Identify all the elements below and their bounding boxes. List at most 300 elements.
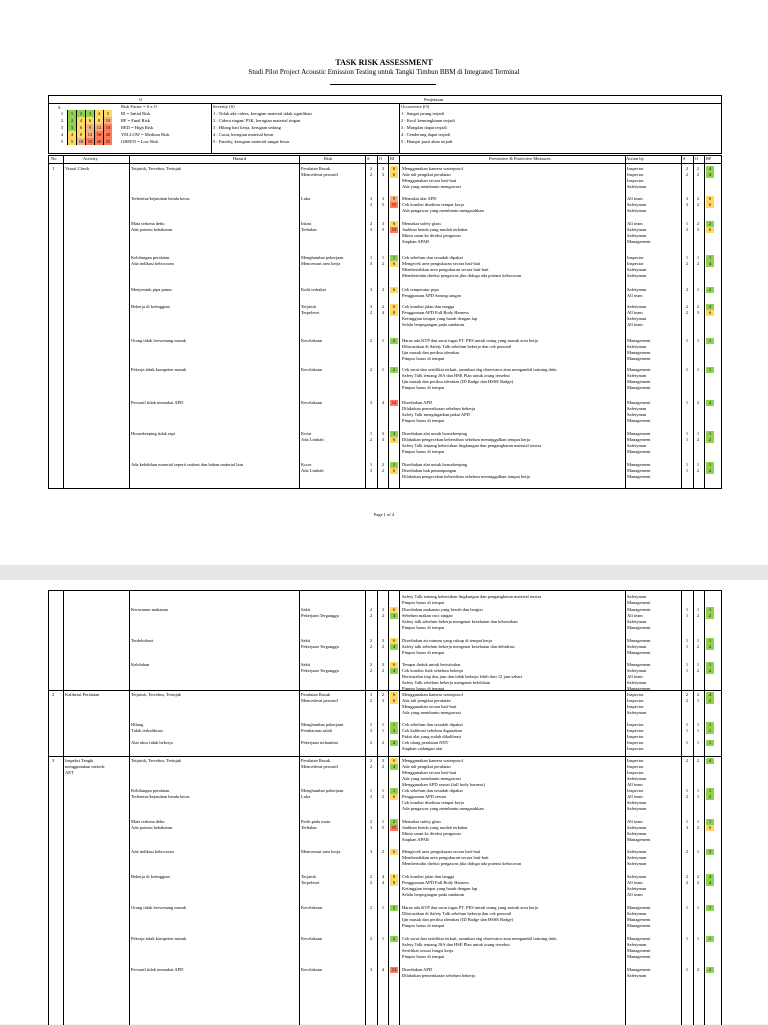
row-measure: Menggunakan secara hati-hati	[402, 178, 457, 183]
row-action-by: Management	[627, 662, 651, 667]
row-severity: 3	[369, 692, 373, 697]
row-risk: Pekerjaan Terganggu	[301, 644, 339, 649]
row-final-occurrence: 2	[696, 825, 700, 830]
row-measure: Dibicarakan di Safety Talk sebelum bekerja dan cek personil	[402, 911, 512, 916]
row-risk: Kecelakaan	[301, 905, 322, 910]
row-initial-risk: 6	[390, 437, 398, 443]
row-action-by: Safetyman	[627, 202, 647, 207]
row-final-severity: 1	[685, 613, 689, 618]
row-final-occurrence: 1	[696, 698, 700, 703]
row-severity: 3	[369, 468, 373, 473]
row-hazard: Alat ukur tidak bekerja	[131, 740, 173, 745]
hdr-measures: Preventive & Protective Measures	[489, 156, 551, 161]
row-hazard: Kehilangan peralatan	[131, 788, 170, 793]
row-final-occurrence: 1	[696, 740, 700, 745]
row-measure: Ijin masuk dan periksa identitas (ID Badge dan HSSE Badge)	[402, 917, 514, 922]
row-action-by: Management	[627, 837, 651, 842]
row-occurrence: 2	[381, 794, 385, 799]
row-risk: Menghambat pekerjaan	[301, 788, 344, 793]
row-final-risk: 1	[706, 367, 714, 373]
row-risk: Kecelakaan	[301, 338, 322, 343]
row-action-by: Management	[627, 367, 651, 372]
column-divider	[365, 591, 366, 1025]
column-divider	[365, 156, 366, 488]
row-initial-risk: 3	[390, 728, 398, 734]
row-measure: Memberitahu direksi pengawas jika diduga ada potensi kebocoran	[402, 273, 522, 278]
row-action-by: Management	[627, 607, 651, 612]
row-initial-risk: 12	[391, 400, 397, 405]
column-divider	[63, 591, 64, 1025]
row-severity: 2	[369, 613, 373, 618]
row-activity: Kalibrasi Peralatan	[65, 692, 100, 697]
row-action-by: Safetyman	[627, 644, 647, 649]
row-final-occurrence: 2	[696, 613, 700, 618]
row-measure: Sertifikat sesuai fungsi kerja	[402, 948, 454, 953]
legend-occurrence-item: 5 : Hampir pasti akan terjadi	[401, 139, 453, 144]
row-occurrence: 1	[381, 367, 385, 372]
row-final-occurrence: 1	[696, 287, 700, 292]
row-occurrence: 1	[381, 338, 385, 343]
row-action-by: Management	[627, 400, 651, 405]
row-occurrence: 2	[381, 740, 385, 745]
row-occurrence: 1	[381, 819, 385, 824]
row-severity: 3	[369, 825, 373, 830]
row-measure: Memakai safety glass	[402, 819, 441, 824]
row-occurrence: 3	[381, 196, 385, 201]
row-risk: Terjatuh	[301, 304, 316, 309]
matrix-cell: 20	[94, 138, 103, 145]
row-final-risk: 2	[706, 794, 714, 800]
row-hazard: Terbentur/kejatuhan benda keras	[131, 794, 190, 799]
row-occurrence: 4	[381, 874, 385, 879]
row-final-risk: 6	[706, 825, 714, 831]
legend-occurrence-title: Occurrence (O)	[401, 104, 430, 109]
row-measure: Dilakukan pengecekan kebersihan sebelum meninggalkan tempat kerja	[402, 474, 530, 479]
row-action-by: Inspector	[627, 758, 644, 763]
matrix-cell: 15	[103, 124, 112, 131]
row-action-by: Safetyman	[627, 973, 647, 978]
row-severity: 2	[369, 221, 373, 226]
row-action-by: Inspector	[627, 728, 644, 733]
row-risk: Luka	[301, 196, 311, 201]
row-final-risk: 1	[706, 740, 714, 746]
row-final-severity: 1	[685, 437, 689, 442]
matrix-row-label: 4	[60, 132, 64, 137]
matrix-cell: 2	[76, 110, 85, 117]
row-measure: Membersihkan area pengukuran secara hati-hati	[402, 855, 489, 860]
row-action-by: Safetyman	[627, 443, 647, 448]
row-action-by: Inspector	[627, 734, 644, 739]
row-final-severity: 1	[685, 468, 689, 473]
row-final-occurrence: 2	[696, 437, 700, 442]
row-action-by: Inspector	[627, 788, 644, 793]
row-action-by: Management	[627, 625, 651, 630]
row-measure: Pimpro harus di tempat	[402, 686, 445, 691]
row-severity: 3	[369, 304, 373, 309]
matrix-cell: 16	[94, 131, 103, 138]
row-risk: Luka	[301, 794, 311, 799]
row-action-by: Management	[627, 356, 651, 361]
row-initial-risk: 6	[390, 794, 398, 800]
row-measure: Disediakan alat untuk housekeeping	[402, 462, 468, 467]
row-action-by: Safetyman	[627, 942, 647, 947]
row-risk: Ada Limbah	[301, 468, 324, 473]
row-action-by: Management	[627, 967, 651, 972]
row-initial-risk: 1	[390, 788, 398, 794]
row-risk: Pembacaan salah	[301, 728, 332, 733]
row-action-by: Safetyman	[627, 594, 647, 599]
row-action-by: Safetyman	[627, 619, 647, 624]
row-measure: Pimpro harus di tempat	[402, 954, 445, 959]
column-divider	[388, 591, 389, 1025]
row-final-severity: 2	[685, 227, 689, 232]
row-risk: Sakit	[301, 662, 311, 667]
row-action-by: Inspector	[627, 722, 644, 727]
page-gap	[0, 565, 768, 580]
row-measure: Safety Talk tentang kebersihan lingkungan dan pengangkutan material tersisa	[402, 443, 542, 448]
row-initial-risk: 4	[390, 668, 398, 674]
row-hazard: Terjatuh, Tercebur, Terinjak	[131, 692, 181, 697]
row-final-occurrence: 1	[696, 722, 700, 727]
row-measure: Penggunaan APD Sarung tangan	[402, 293, 461, 298]
row-measure: Safety Talk tentang JSA dan HSE Plan untuk orang tersebut	[402, 942, 510, 947]
row-hazard: Mata terkena debu	[131, 221, 165, 226]
row-final-severity: 1	[685, 221, 689, 226]
matrix-cell: 4	[76, 117, 85, 124]
row-hazard: Ada indikasi kebocoran	[131, 261, 174, 266]
row-action-by: All team	[627, 674, 643, 679]
row-severity: 3	[369, 728, 373, 733]
row-final-severity: 1	[685, 740, 689, 745]
row-action-by: Management	[627, 948, 651, 953]
row-action-by: Management	[627, 650, 651, 655]
row-measure: Minta saran ke direksi pengawas	[402, 831, 461, 836]
row-severity: 2	[369, 437, 373, 442]
row-final-occurrence: 1	[696, 662, 700, 667]
row-risk: Pekerjaan Terganggu	[301, 613, 339, 618]
row-final-occurrence: 3	[696, 310, 700, 315]
row-risk: Mencederai personil	[301, 764, 338, 769]
row-initial-risk: 6	[390, 638, 398, 644]
row-initial-risk: 8	[390, 874, 398, 880]
row-measure: Safety talk sebelum bekerja mengenai kesehatan dan dehidrasi	[402, 644, 515, 649]
row-final-occurrence: 3	[696, 227, 700, 232]
row-measure: Dilakukan pemeriksaan sebelum bekerja	[402, 406, 476, 411]
row-final-occurrence: 1	[696, 728, 700, 733]
row-final-severity: 1	[685, 819, 689, 824]
risk-legend	[48, 95, 722, 154]
row-action-by: All team	[627, 196, 643, 201]
row-final-occurrence: 2	[696, 221, 700, 226]
row-final-risk: 1	[706, 431, 714, 437]
row-final-risk: 4	[706, 692, 714, 698]
row-occurrence: 3	[381, 698, 385, 703]
row-severity: 2	[369, 874, 373, 879]
matrix-cell: 8	[94, 117, 103, 124]
row-action-by: Safetyman	[627, 316, 647, 321]
row-occurrence: 2	[381, 304, 385, 309]
row-measure: Siapkan APAR	[402, 239, 429, 244]
row-measure: Siapkan APAR	[402, 837, 429, 842]
row-hazard: Terdehidrasi	[131, 638, 154, 643]
row-occurrence: 1	[381, 788, 385, 793]
row-final-severity: 2	[685, 880, 689, 885]
row-final-severity: 2	[685, 698, 689, 703]
legend-risk-factor: YELLOW = Medium Risk	[121, 132, 170, 137]
row-severity: 2	[369, 310, 373, 315]
row-final-risk: 4	[706, 758, 714, 764]
matrix-cell: 6	[85, 117, 94, 124]
legend-severity-item: 5 : Fatality, kerugian material sangat besar	[213, 139, 290, 144]
row-action-by: Safetyman	[627, 886, 647, 891]
matrix-cell: 1	[67, 110, 76, 117]
row-risk: Kulit terbakar	[301, 287, 327, 292]
row-occurrence: 3	[381, 607, 385, 612]
row-hazard: Pekerja tidak kompeten masuk	[131, 367, 187, 372]
row-hazard: Orang tidak berwenang masuk	[131, 905, 187, 910]
row-final-risk: 4	[706, 304, 714, 310]
row-action-by: Management	[627, 449, 651, 454]
row-severity: 3	[369, 400, 373, 405]
row-hazard: Kehilangan peralatan	[131, 255, 170, 260]
row-action-by: Safetyman	[627, 373, 647, 378]
row-occurrence: 5	[381, 202, 385, 207]
legend-severity-item: 2 : Cidera ringan/ P3K, kerugian material ringan	[213, 118, 301, 123]
matrix-cell: 8	[76, 131, 85, 138]
row-severity: 2	[369, 668, 373, 673]
column-divider	[681, 156, 682, 488]
row-action-by: Safetyman	[627, 849, 647, 854]
row-final-occurrence: 2	[696, 202, 700, 207]
row-action-by: Management	[627, 437, 651, 442]
row-final-risk: 2	[706, 468, 714, 474]
row-action-by: Inspector	[627, 261, 644, 266]
row-action-by: Safetyman	[627, 412, 647, 417]
row-action-by: Management	[627, 385, 651, 390]
row-action-by: Inspector	[627, 255, 644, 260]
row-action-by: Safetyman	[627, 911, 647, 916]
row-action-by: Management	[627, 462, 651, 467]
row-action-by: Management	[627, 338, 651, 343]
row-final-risk: 2	[706, 668, 714, 674]
row-final-risk: 6	[706, 202, 714, 208]
row-final-occurrence: 1	[696, 255, 700, 260]
row-measure: Dilakukan pengecekan kebersihan sebelum meninggalkan tempat kerja	[402, 437, 530, 442]
row-measure: Disediakan makanan yang bersih dan bergizi	[402, 607, 483, 612]
row-initial-risk: 6	[390, 287, 398, 293]
row-final-occurrence: 2	[696, 261, 700, 266]
risk-table-page2	[48, 590, 722, 1025]
hdr-s: S	[367, 156, 370, 161]
row-action-by: Management	[627, 917, 651, 922]
row-occurrence: 3	[381, 166, 385, 171]
row-measure: Tempat duduk untuk beristirahat	[402, 662, 461, 667]
row-initial-risk: 6	[390, 692, 398, 698]
row-hazard: Ada indikasi kebocoran	[131, 849, 174, 854]
row-hazard: Mata terkena debu	[131, 819, 165, 824]
row-severity: 3	[369, 849, 373, 854]
row-severity: 1	[369, 722, 373, 727]
row-initial-risk: 6	[390, 662, 398, 668]
hdr-s2: S	[683, 156, 686, 161]
row-activity: AET	[65, 770, 74, 775]
row-severity: 2	[369, 764, 373, 769]
row-risk: Terjatuh	[301, 874, 316, 879]
row-final-risk: 2	[706, 287, 714, 293]
row-hazard: Orang tidak berwenang masuk	[131, 338, 187, 343]
row-final-occurrence: 1	[696, 819, 700, 824]
row-occurrence: 5	[381, 227, 385, 232]
row-action-by: Safetyman	[627, 806, 647, 811]
matrix-row-label: 5	[60, 139, 64, 144]
matrix-cell: 20	[103, 131, 112, 138]
row-final-severity: 1	[685, 936, 689, 941]
row-action-by: Management	[627, 350, 651, 355]
row-final-occurrence: 2	[696, 166, 700, 171]
section-separator	[49, 690, 721, 691]
legend-divider	[399, 103, 400, 153]
row-measure: Ada yang membantu mengawasi	[402, 776, 461, 781]
row-action-by: Safetyman	[627, 855, 647, 860]
row-measure: Cek temperatur pipa	[402, 287, 439, 292]
column-divider	[129, 591, 130, 1025]
matrix-cell: 12	[85, 131, 94, 138]
row-action-by: Management	[627, 954, 651, 959]
legend-explanation-label: Penjelasan	[424, 97, 444, 102]
row-occurrence: 1	[381, 728, 385, 733]
row-action-by: Management	[627, 905, 651, 910]
row-initial-risk: 2	[390, 367, 398, 373]
row-initial-risk: 9	[390, 196, 398, 202]
row-measure: Harus ada KTP dan surat tugas PT. PES untuk orang yang masuk area kerja	[402, 905, 538, 910]
row-initial-risk: 15	[391, 227, 397, 232]
row-severity: 2	[369, 644, 373, 649]
row-measure: Menggunakan kamera waterproof	[402, 692, 463, 697]
row-risk: Peralatan Rusak	[301, 692, 331, 697]
row-initial-risk: 6	[390, 607, 398, 613]
matrix-cell: 3	[85, 110, 94, 117]
row-initial-risk: 6	[390, 172, 398, 178]
column-divider	[63, 156, 64, 488]
row-measure: Beristirahat tiap dua jam dan tidak bekerja lebih dari 12 jam sehari	[402, 674, 523, 679]
legend-occurrence-item: 3 : Mungkin dapat terjadi	[401, 125, 447, 130]
row-occurrence: 4	[381, 967, 385, 972]
row-initial-risk: 6	[390, 468, 398, 474]
row-measure: Safety Talk tentang JSA dan HSE Plan untuk orang tersebut	[402, 373, 510, 378]
row-measure: Menggunakan kamera waterproof	[402, 758, 463, 763]
row-measure: Menggunakan kamera waterproof	[402, 166, 463, 171]
row-action-by: Safetyman	[627, 825, 647, 830]
row-action-by: All team	[627, 794, 643, 799]
row-measure: Cek surat dan sertifikat terkait, sarankan sbg observator atau mengambil training dulu	[402, 936, 557, 941]
row-action-by: Management	[627, 686, 651, 691]
row-risk: Terpeleset	[301, 310, 320, 315]
row-measure: Ketinggian tempat yang harah dengan lap	[402, 316, 478, 321]
row-measure: Pimpro harus di tempat	[402, 923, 445, 928]
row-measure: Disediakan APD	[402, 400, 433, 405]
row-measure: Cek sebelum dan sesudah dipakai	[402, 255, 463, 260]
row-measure: Memakai safety glass	[402, 221, 441, 226]
row-initial-risk: 6	[390, 261, 398, 267]
row-final-occurrence: 1	[696, 788, 700, 793]
row-action-by: All team	[627, 819, 643, 824]
row-action-by: All team	[627, 221, 643, 226]
row-risk: Mencemari area kerja	[301, 261, 341, 266]
row-occurrence: 3	[381, 437, 385, 442]
row-measure: Ketinggian tempat yang harah dengan lap	[402, 886, 478, 891]
row-occurrence: 2	[381, 261, 385, 266]
row-action-by: All team	[627, 892, 643, 897]
row-measure: Pimpro harus di tempat	[402, 650, 445, 655]
row-measure: Sebelum makan cuci tangan	[402, 613, 453, 618]
row-occurrence: 3	[381, 221, 385, 226]
legend-severity-item: 4 : Cacat, kerugian material besar	[213, 132, 274, 137]
row-risk: Ada Limbah	[301, 437, 324, 442]
row-hazard: Housekeeping tidak rapi	[131, 431, 175, 436]
column-divider	[625, 591, 626, 1025]
row-risk: Iritasi	[301, 221, 312, 226]
row-action-by: Safetyman	[627, 233, 647, 238]
row-risk: Menghambat pekerjaan	[301, 255, 344, 260]
row-severity: 3	[369, 261, 373, 266]
row-hazard: Menyentuh pipa panas	[131, 287, 172, 292]
row-final-risk: 2	[706, 221, 714, 227]
row-initial-risk: 15	[391, 825, 397, 830]
row-final-severity: 1	[685, 338, 689, 343]
row-measure: Ada pengawas yang membantu mengarahkan	[402, 208, 484, 213]
row-occurrence: 1	[381, 722, 385, 727]
row-final-severity: 2	[685, 287, 689, 292]
row-measure: Cek kondisi fisik sebelum bekerja	[402, 668, 464, 673]
row-action-by: Inspector	[627, 704, 644, 709]
row-measure: Menggunakan APD sesuai (full body harness)	[402, 782, 485, 787]
row-risk: Mencederai personil	[301, 172, 338, 177]
row-final-severity: 1	[685, 638, 689, 643]
row-occurrence: 2	[381, 468, 385, 473]
row-final-occurrence: 2	[696, 880, 700, 885]
column-divider	[377, 591, 378, 1025]
legend-severity-item: 3 : Hilang hari kerja, kerugian sedang	[213, 125, 281, 130]
legend-risk-factor: GREEN = Low Risk	[121, 139, 159, 144]
matrix-cell: 3	[67, 124, 76, 131]
legend-risk-factor: RF = Final Risk	[121, 118, 150, 123]
row-measure: Pimpro harus di tempat	[402, 449, 445, 454]
row-occurrence: 2	[381, 764, 385, 769]
row-final-risk: 2	[706, 849, 714, 855]
row-measure: Disediakan air minum yang cukup di tempat kerja	[402, 638, 493, 643]
row-action-by: Inspector	[627, 698, 644, 703]
matrix-cell: 10	[103, 117, 112, 124]
row-final-severity: 1	[685, 431, 689, 436]
hdr-o2: O	[695, 156, 699, 161]
row-final-risk: 1	[706, 819, 714, 825]
row-initial-risk: 2	[390, 462, 398, 468]
row-measure: Penggunaan APD Full Body Harness	[402, 880, 469, 885]
row-measure: Cek sebelum dan sesudah dipakai	[402, 788, 463, 793]
row-measure: Jauhkan benda yang mudah terbakar	[402, 825, 468, 830]
row-risk: Mencederai personil	[301, 698, 338, 703]
row-action-by: Safetyman	[627, 861, 647, 866]
row-hazard: Kelelahan	[131, 662, 150, 667]
title-underline	[330, 84, 436, 85]
row-initial-risk: 6	[390, 758, 398, 764]
row-severity: 2	[369, 880, 373, 885]
row-measure: Minta saran ke direksi pengawas	[402, 233, 461, 238]
row-final-severity: 1	[685, 367, 689, 372]
row-final-risk: 1	[706, 638, 714, 644]
row-action-by: Safetyman	[627, 304, 647, 309]
row-final-occurrence: 2	[696, 468, 700, 473]
